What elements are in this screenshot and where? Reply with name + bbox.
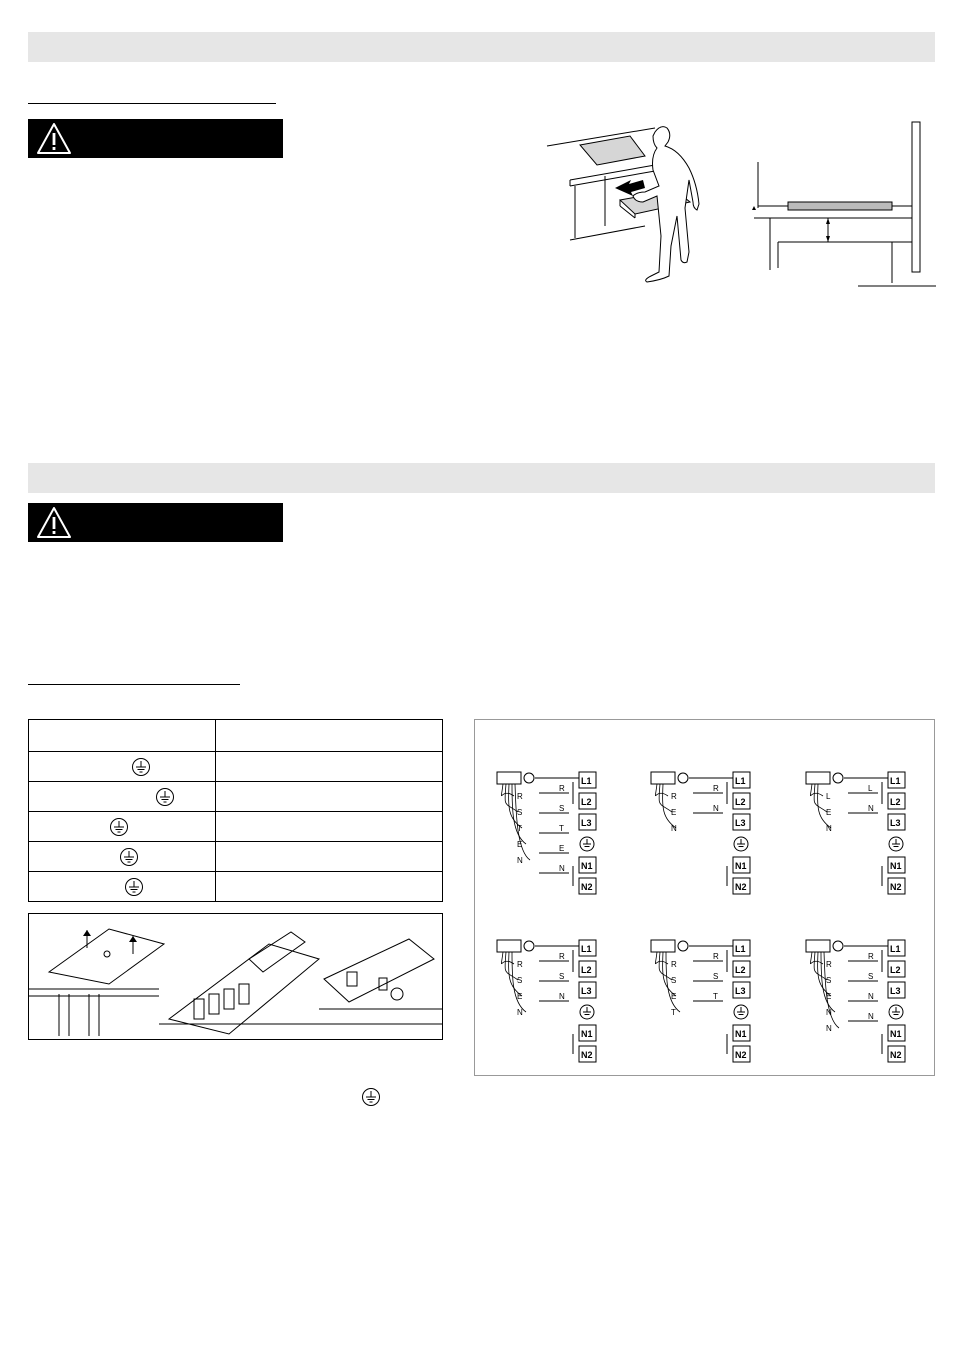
terminal-label: L3 [581,818,592,828]
terminal-label: L3 [890,986,901,996]
terminal-label: L1 [735,944,746,954]
bridge-label: S [713,972,719,981]
terminal-label: L2 [890,797,901,807]
wire [810,784,823,796]
terminal-label: N1 [735,861,747,871]
bridge-label: S [559,804,565,813]
terminal-label: L2 [581,965,592,975]
terminal-label: N1 [581,861,593,871]
earth-ground-icon [155,787,175,807]
bridge-label: R [713,784,719,793]
bridge-label: E [559,844,565,853]
terminal-label: N2 [890,1050,902,1060]
wire-label: E [671,808,677,817]
terminal-label: N1 [581,1029,593,1039]
terminal-screw-icon [524,941,534,951]
terminal-head [497,940,521,952]
bridge-label: R [559,784,565,793]
wiring-diagrams-frame [474,719,935,1076]
wire-label: T [671,1008,676,1017]
terminal-label: L2 [581,797,592,807]
bridge-label: N [713,804,719,813]
bridge-label: R [868,952,874,961]
bridge-label: N [868,804,874,813]
terminal-label: L3 [735,986,746,996]
wire-label: E [517,992,523,1001]
bridge-label: T [713,992,718,1001]
section-header-installation [28,32,935,62]
hob-cross-section-diagram [750,118,936,293]
terminal-label: L2 [735,797,746,807]
wire-label: N [517,856,523,865]
terminal-label: L1 [735,776,746,786]
wire [818,784,831,828]
bridge-label: N [868,1012,874,1021]
table-row [29,842,443,872]
wire [663,784,676,828]
terminal-label: N2 [581,1050,593,1060]
bridge-label: L [868,784,873,793]
table-row [29,812,443,842]
wire-label: E [826,992,832,1001]
terminal-label: L3 [735,818,746,828]
wire-label: N [517,1008,523,1017]
terminal-label: N1 [890,861,902,871]
terminal-label: N2 [890,882,902,892]
hob-installation-illustration [545,118,725,293]
wire-label: N [826,824,832,833]
wire-label: S [517,808,523,817]
terminal-label: L1 [890,776,901,786]
wire-label: T [517,824,522,833]
bridge-label: N [868,992,874,1001]
table-row [29,872,443,902]
terminal-label: L1 [581,944,592,954]
table-row [29,752,443,782]
earth-ground-icon [109,817,129,837]
wire-label: R [826,960,832,969]
terminal-label: N1 [890,1029,902,1039]
warning-banner [28,503,283,542]
earth-ground-icon [119,847,139,867]
wire-label: E [517,840,523,849]
terminal-label: L2 [735,965,746,975]
wire [663,952,676,996]
wire-label: S [517,976,523,985]
wire-label: S [671,976,677,985]
wire-label: R [517,792,523,801]
terminal-label: N1 [735,1029,747,1039]
wire-label: R [517,960,523,969]
bridge-label: R [559,952,565,961]
warning-triangle-icon [36,506,72,539]
terminal-head [806,772,830,784]
terminal-head [651,940,675,952]
table-header-row [29,720,443,752]
bridge-label: N [559,992,565,1001]
wire [509,952,522,996]
terminal-head [651,772,675,784]
table-row [29,782,443,812]
connection-table [28,719,443,902]
terminal-label: L3 [581,986,592,996]
terminal-screw-icon [678,941,688,951]
terminal-screw-icon [833,773,843,783]
wire [655,784,668,796]
bridge-label: S [559,972,565,981]
terminal-block-illustration [28,913,443,1040]
wire-label: E [826,808,832,817]
wire-label: E [671,992,677,1001]
earth-ground-icon [131,757,151,777]
terminal-label: L3 [890,818,901,828]
wire-label: R [671,792,677,801]
bridge-label: R [713,952,719,961]
terminal-screw-icon [833,941,843,951]
terminal-label: L1 [581,776,592,786]
earth-ground-icon [361,1087,381,1107]
bridge-label: T [559,824,564,833]
terminal-head [497,772,521,784]
subheading-underline [28,103,276,104]
wire-label: S [826,976,832,985]
terminal-screw-icon [524,773,534,783]
terminal-head [806,940,830,952]
terminal-label: N2 [735,1050,747,1060]
bridge-label: S [868,972,874,981]
bridge-label: N [559,864,565,873]
terminal-label: N2 [735,882,747,892]
terminal-label: L2 [890,965,901,975]
warning-triangle-icon [36,122,72,155]
terminal-label: N2 [581,882,593,892]
wire-label: N [826,1008,832,1017]
wire-label: N [671,824,677,833]
earth-ground-icon [124,877,144,897]
terminal-screw-icon [678,773,688,783]
wire-label: R [671,960,677,969]
wire-label: N [826,1024,832,1033]
wire-label: L [826,792,831,801]
wiring-diagrams [475,720,934,1075]
warning-banner [28,119,283,158]
section-header-electrical [28,463,935,493]
terminal-label: L1 [890,944,901,954]
subheading-underline [28,684,240,685]
